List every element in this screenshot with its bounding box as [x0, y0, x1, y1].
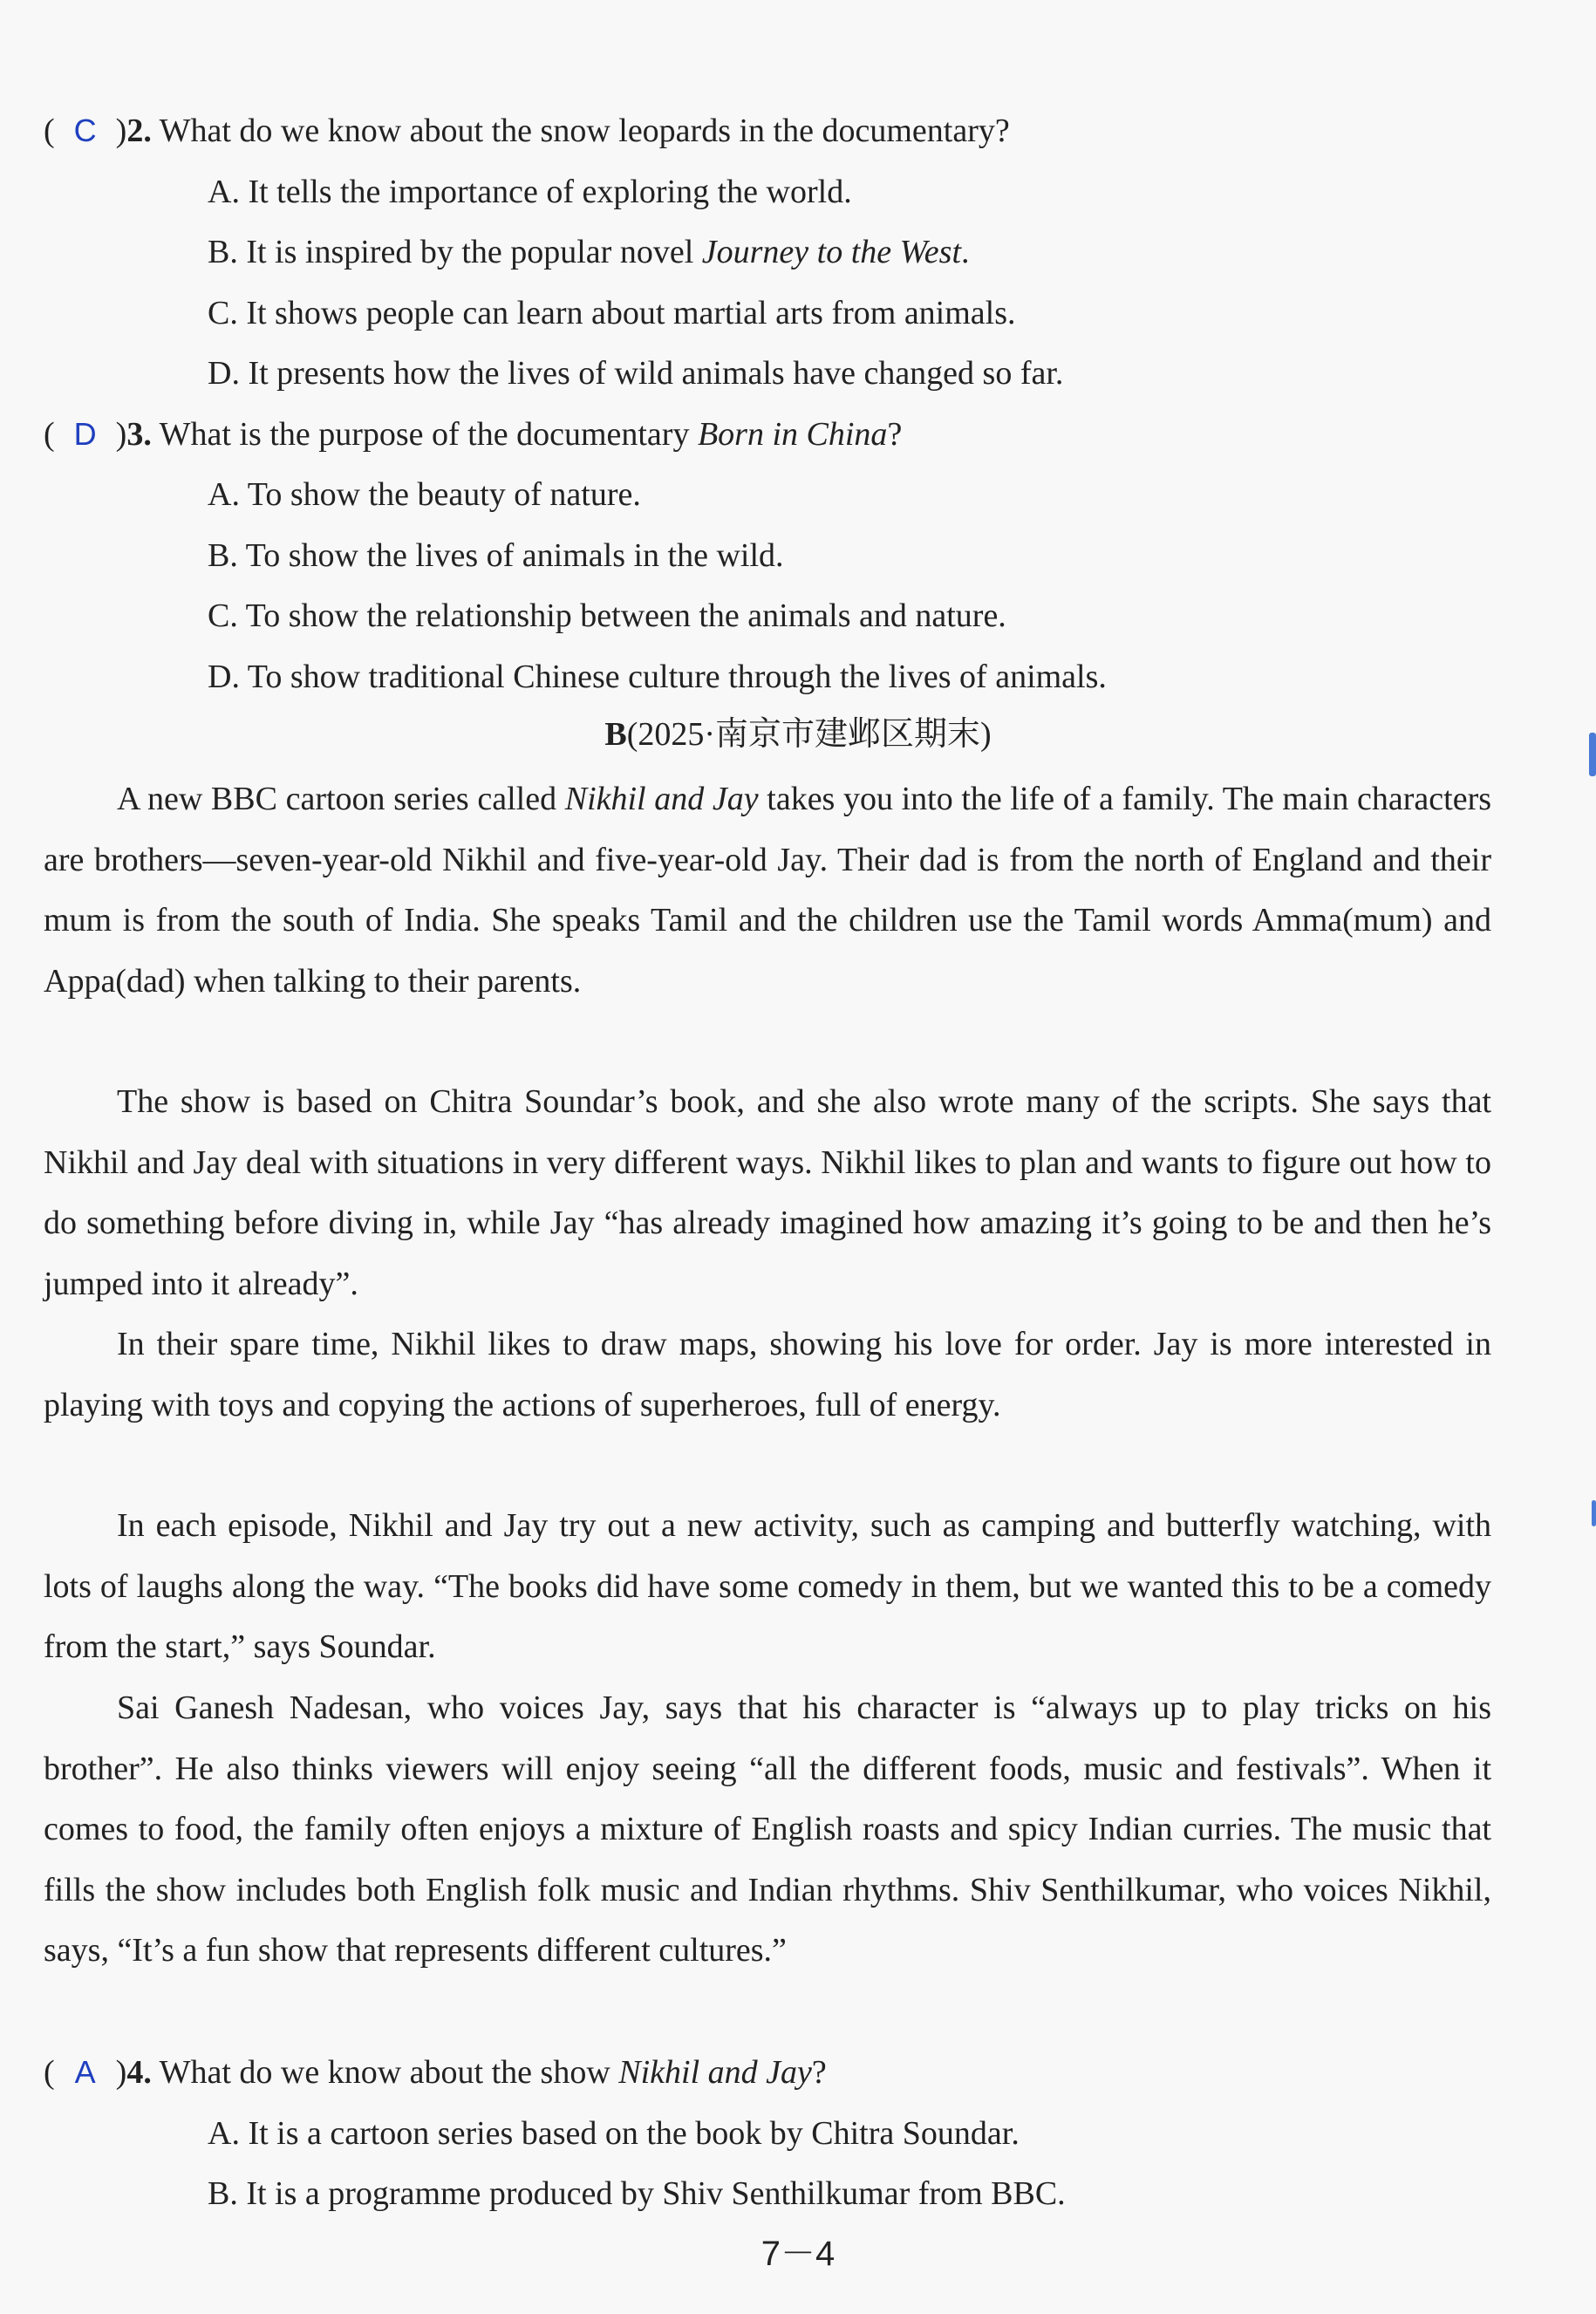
- q3-option-b: B. To show the lives of animals in the wild.: [208, 537, 784, 574]
- passage-paragraph-1: [44, 769, 1491, 1012]
- p3-text: In their spare time, Nikhil likes to draw maps, showing his love for order. Jay is more interested in playing with toys and copying the actions of superheroes, full of energy.: [44, 1326, 1491, 1423]
- q2-option-c: C. It shows people can learn about martial arts from animals.: [208, 295, 1016, 331]
- answer-q2: C: [73, 113, 97, 148]
- question-4: [44, 2051, 827, 2093]
- p1-title: Nikhil and Jay: [564, 781, 759, 817]
- q3-option-c: C. To show the relationship between the animals and nature.: [208, 597, 1006, 634]
- q2-option-b-suffix: .: [961, 234, 970, 270]
- question-stem-title: Nikhil and Jay: [618, 2054, 812, 2091]
- paren-open: (: [44, 2054, 55, 2091]
- question-number: 4.: [126, 2054, 152, 2091]
- question-stem: What do we know about the snow leopards in the documentary?: [159, 113, 1010, 149]
- edge-mark: [1589, 733, 1596, 776]
- p2-text: The show is based on Chitra Soundar’s book, and she also wrote many of the scripts. She says that Nikhil and Jay deal with situations in very different ways. Nikhil likes to plan and wants to figure out how to do something before diving in, while Jay “has already imagined how amazing it’s going to be and then he’s jumped into it already”.: [44, 1083, 1491, 1302]
- q2-option-d: D. It presents how the lives of wild animals have changed so far.: [208, 355, 1064, 392]
- answer-q3: D: [73, 416, 97, 452]
- q2-option-b-title: Journey to the West: [701, 234, 962, 270]
- paren-open: (: [44, 113, 55, 149]
- section-heading: [0, 713, 1596, 755]
- paren-close: ): [115, 416, 127, 453]
- p1-prefix: A new BBC cartoon series called: [117, 781, 565, 817]
- question-2: [44, 110, 1010, 152]
- q2-option-a: A. It tells the importance of exploring the world.: [208, 174, 852, 210]
- p5-text: Sai Ganesh Nadesan, who voices Jay, says that his character is “always up to play tricks on his brother”. He also thinks viewers will enjoy seeing “all the different foods, music and festivals”. When it comes to food, the family often enjoys a mixture of English roasts and spicy Indian curries. The music that fills the show includes both English folk music and Indian rhythms. Shiv Senthilkumar, who voices Nikhil, says, “It’s a fun show that represents different cultures.”: [44, 1689, 1491, 1969]
- q4-option-a: A. It is a cartoon series based on the book by Chitra Soundar.: [208, 2115, 1020, 2152]
- question-stem-suffix: ?: [811, 2054, 827, 2091]
- question-stem-prefix: What is the purpose of the documentary: [159, 416, 698, 453]
- passage-paragraph-2: [44, 1072, 1491, 1314]
- question-stem-prefix: What do we know about the show: [159, 2054, 619, 2091]
- paren-close: ): [115, 2054, 127, 2091]
- q3-option-a: A. To show the beauty of nature.: [208, 476, 641, 513]
- question-3: [44, 413, 902, 455]
- p4-text: In each episode, Nikhil and Jay try out a new activity, such as camping and butterfly watching, with lots of laughs along the way. “The books did have some comedy in them, but we wanted this to be a comedy from the start,” says Soundar.: [44, 1507, 1491, 1665]
- section-source: (2025·南京市建邺区期末): [626, 716, 992, 753]
- question-stem-suffix: ?: [887, 416, 903, 453]
- q4-option-b: B. It is a programme produced by Shiv Senthilkumar from BBC.: [208, 2175, 1066, 2212]
- question-number: 3.: [126, 416, 152, 453]
- passage-paragraph-3: [44, 1314, 1491, 1436]
- section-letter: B: [604, 716, 627, 753]
- passage-paragraph-5: [44, 1678, 1491, 1982]
- edge-mark: [1592, 1500, 1596, 1526]
- q2-option-b: [208, 231, 970, 273]
- paren-close: ): [115, 113, 127, 149]
- q3-option-d: D. To show traditional Chinese culture through the lives of animals.: [208, 659, 1107, 695]
- answer-q4: A: [74, 2054, 96, 2090]
- p1-rest: takes you into the life of a family. The main characters are brothers—seven-year-old Nikhil and five-year-old Jay. Their dad is from the north of England and their mum is from the south of India. She speaks Tamil and the children use the Tamil words Amma(mum) and Appa(dad) when talking to their parents.: [44, 781, 1492, 1000]
- page-number: 7－4: [760, 2235, 836, 2273]
- question-stem-title: Born in China: [697, 416, 888, 453]
- paren-open: (: [44, 416, 55, 453]
- passage-paragraph-4: [44, 1496, 1491, 1678]
- q2-option-b-prefix: B. It is inspired by the popular novel: [208, 234, 702, 270]
- question-number: 2.: [126, 113, 152, 149]
